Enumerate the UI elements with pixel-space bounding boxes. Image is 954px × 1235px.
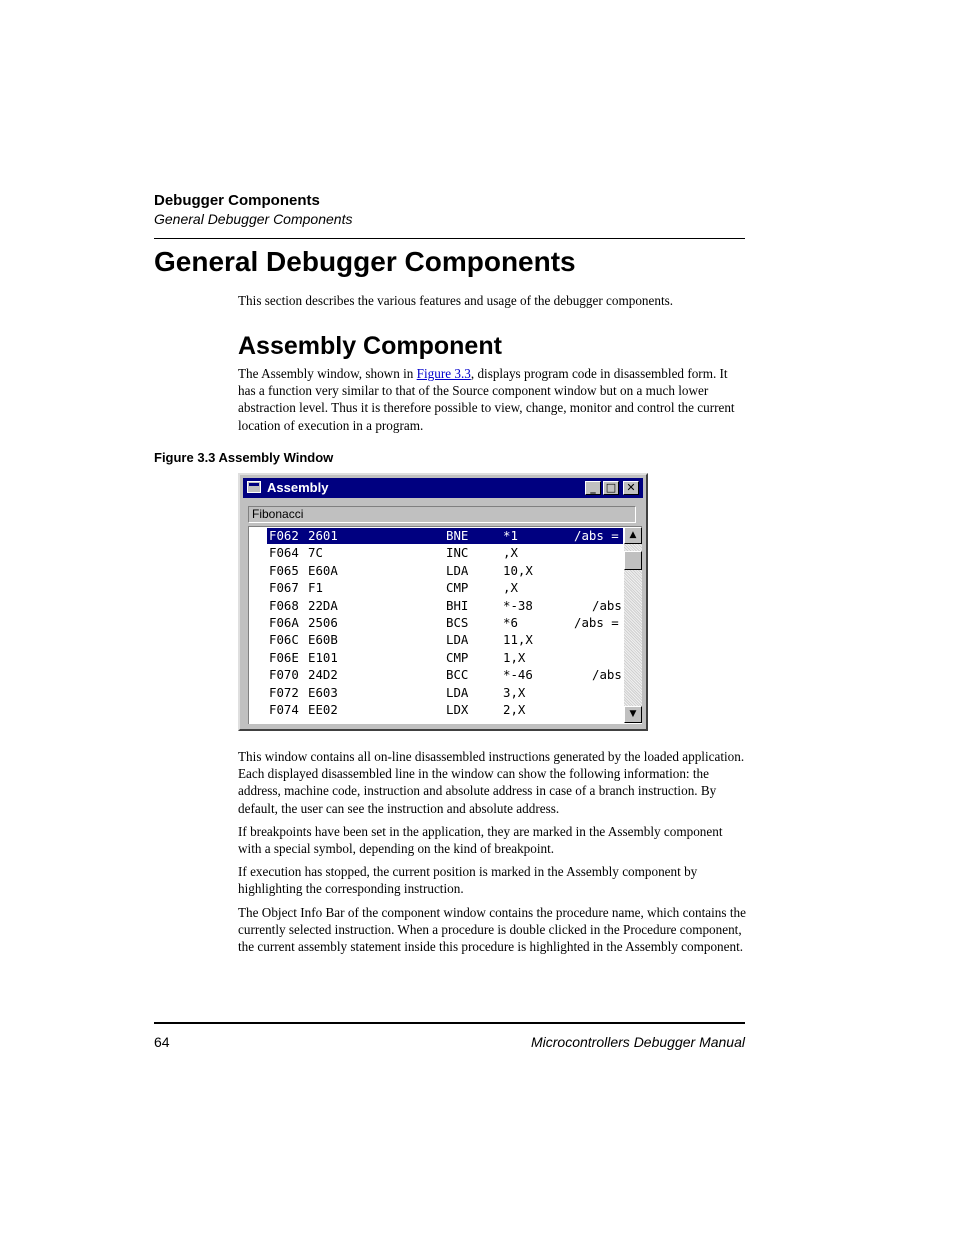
disassembly-row[interactable] [267,685,627,701]
minimize-button[interactable]: _ [585,481,601,495]
row-address: F064 [269,545,299,561]
row-operand: 3,X [503,684,526,700]
row-address: F068 [269,597,299,613]
disassembly-row[interactable] [267,580,627,596]
running-head-subtitle: General Debugger Components [154,211,353,227]
row-address: F067 [269,580,299,596]
row-instruction: BCS [446,615,469,630]
breakpoints-paragraph: If breakpoints have been set in the application, they are marked in the Assembly component with a special symbol, depending on the kind of breakpoint. [238,824,723,857]
row-address: F074 [269,702,299,717]
figure-link[interactable]: Figure 3.3 [416,366,471,381]
row-address: F072 [269,684,299,700]
object-info-bar: Fibonacci [248,506,636,523]
row-absolute-address: /abs = [574,615,619,630]
execution-paragraph: If execution has stopped, the current position is marked in the Assembly component by highlighting the corresponding instruction. [238,864,698,897]
manual-title: Microcontrollers Debugger Manual [531,1034,745,1050]
row-instruction: LDA [446,684,469,700]
scroll-up-arrow-icon[interactable]: ▲ [624,527,642,544]
page-number: 64 [154,1034,170,1050]
row-address: F06C [269,632,299,648]
row-operand: *1 [503,528,518,543]
row-instruction: BHI [446,597,469,613]
running-head-title: Debugger Components [154,192,320,209]
row-machine-code: 22DA [308,597,338,613]
row-instruction: CMP [446,580,469,596]
row-instruction: LDA [446,632,469,648]
row-operand: 10,X [503,562,533,578]
intro-paragraph: This section describes the various features and usage of the debugger components. [238,293,674,308]
row-address: F062 [269,528,299,543]
assembly-window [238,473,648,731]
section-title: Assembly Component [238,332,502,360]
row-machine-code: F1 [308,580,323,596]
row-operand: *-38 [503,597,533,613]
row-absolute-address: /abs [592,667,622,683]
disassembly-row[interactable] [267,545,627,561]
row-operand: ,X [503,580,518,596]
header-rule [154,238,745,239]
disassembly-list[interactable] [248,526,642,724]
disassembly-row[interactable] [267,615,627,631]
row-absolute-address: /abs [592,597,622,613]
row-machine-code: E60A [308,562,338,578]
row-instruction: LDA [446,562,469,578]
disassembly-row[interactable] [267,528,623,544]
vertical-scrollbar[interactable] [624,527,642,723]
row-operand: ,X [503,545,518,561]
row-absolute-address: /abs = [574,528,619,543]
row-address: F06E [269,649,299,665]
row-machine-code: 2601 [308,528,338,543]
row-address: F06A [269,615,299,630]
row-machine-code: E101 [308,649,338,665]
row-machine-code: E60B [308,632,338,648]
row-instruction: INC [446,545,469,561]
row-machine-code: 2506 [308,615,338,630]
assembly-description-paragraph [238,365,748,434]
page-title: General Debugger Components [154,246,576,277]
row-machine-code: EE02 [308,702,338,717]
p1-text-after: , displays program code in disassembled form. It has a function very similar to that of the Source component window but on a much lower abstraction level. Thus it is therefore possible to view, change, monitor and control the current location of execution in a program. [238,366,735,433]
footer-rule [154,1022,745,1024]
row-instruction: BCC [446,667,469,683]
window-icon[interactable] [247,481,261,493]
row-operand: 2,X [503,702,526,717]
disassembly-row[interactable] [267,598,627,614]
row-machine-code: E603 [308,684,338,700]
p1-text-before: The Assembly window, shown in [238,366,417,381]
row-instruction: LDX [446,702,469,717]
row-operand: 1,X [503,649,526,665]
maximize-button[interactable]: □ [603,481,619,495]
row-address: F065 [269,562,299,578]
disassembly-row[interactable] [267,632,627,648]
disassembly-row[interactable] [267,667,627,683]
window-titlebar[interactable] [243,478,643,498]
row-operand: *-46 [503,667,533,683]
scroll-down-arrow-icon[interactable]: ▼ [624,706,642,723]
figure-caption: Figure 3.3 Assembly Window [154,450,334,465]
window-contents-paragraph: This window contains all on-line disassembled instructions generated by the loaded application. Each displayed disassembled line in the window can show the following information: the address, machine code, instruction and absolute address in case of a branch instruction. By default, the user can see the instruction and absolute address. [238,749,745,816]
row-machine-code: 7C [308,545,323,561]
disassembly-row[interactable] [267,563,627,579]
row-instruction: BNE [446,528,469,543]
window-title: Assembly [267,480,329,495]
row-instruction: CMP [446,649,469,665]
row-operand: *6 [503,615,518,630]
object-info-bar-paragraph: The Object Info Bar of the component window contains the procedure name, which contains the currently selected instruction. When a procedure is double clicked in the Procedure component, the current assembly statement inside this procedure is highlighted in the Assembly component. [238,905,746,955]
row-operand: 11,X [503,632,533,648]
disassembly-row[interactable] [267,702,627,718]
close-button[interactable]: ✕ [623,481,639,495]
row-address: F070 [269,667,299,683]
row-machine-code: 24D2 [308,667,338,683]
scroll-thumb[interactable] [624,551,642,570]
disassembly-row[interactable] [267,650,627,666]
